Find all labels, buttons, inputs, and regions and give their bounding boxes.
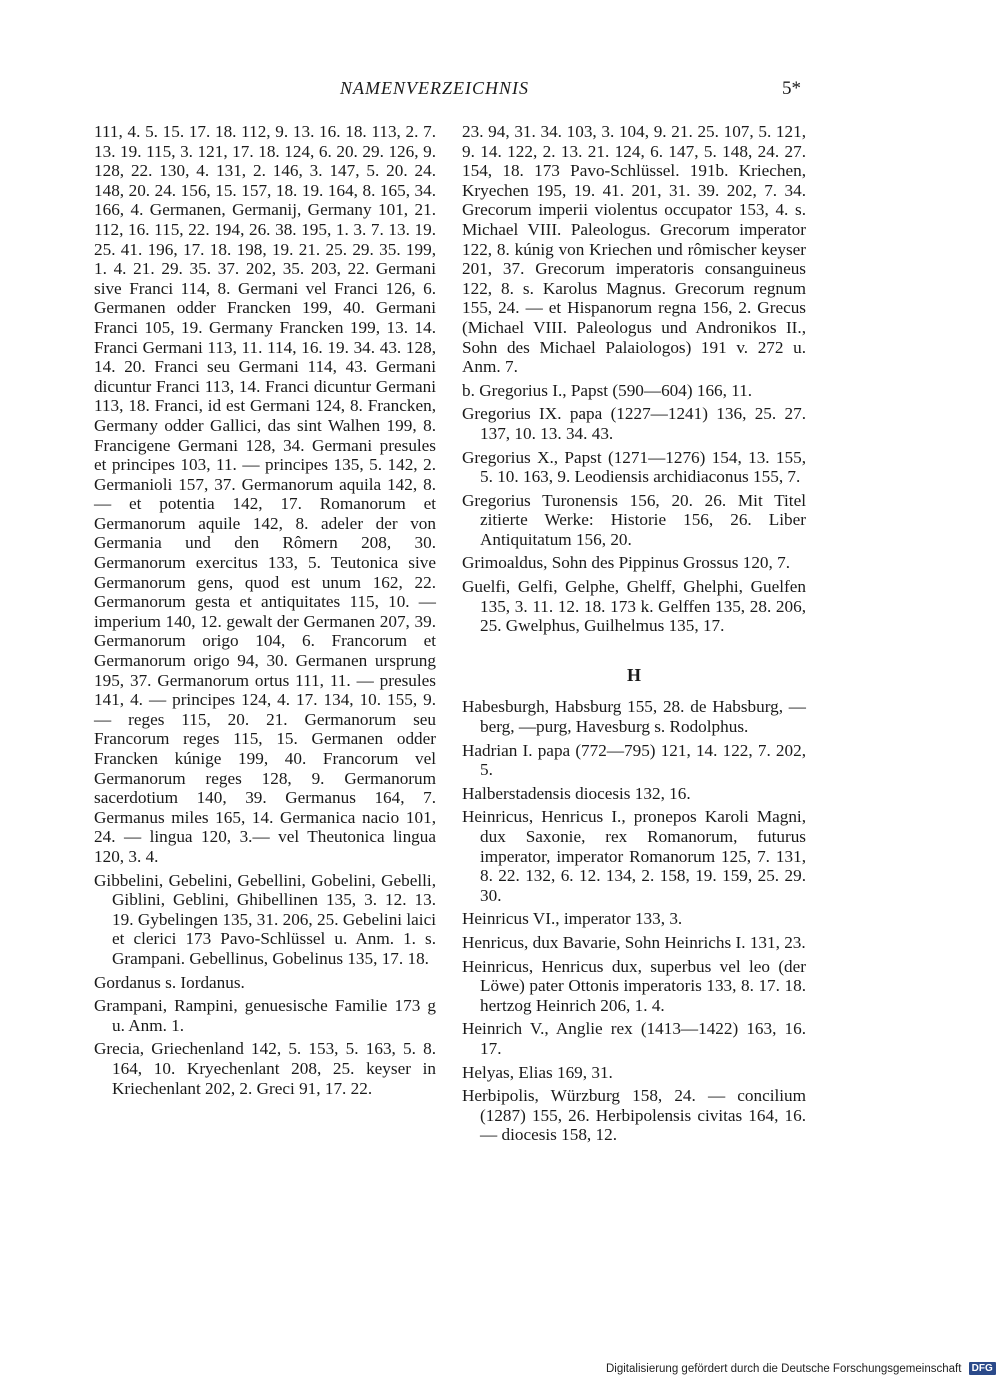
- index-entry: Herbipolis, Würzburg 158, 24. — concilium (1287) 155, 26. Herbipolensis civitas 164, 16. — diocesis 158, 12.: [462, 1086, 806, 1145]
- index-entry: 111, 4. 5. 15. 17. 18. 112, 9. 13. 16. 18. 113, 2. 7. 13. 19. 115, 3. 121, 17. 18. 124, 6. 20. 29. 126, 9. 128, 22. 130, 4. 131, 2. 146, 3. 147, 5. 20. 24. 148, 20. 24. 156, 15. 157, 18. 19. 164, 8. 165, 34. 166, 4. Germanen, Germanij, Germany 101, 21. 112, 16. 115, 22. 194, 26. 38. 195, 1. 3. 7. 13. 19. 25. 41. 196, 17. 18. 198, 19. 21. 25. 29. 35. 199, 1. 4. 21. 29. 35. 37. 202, 35. 203, 22. Germani sive Franci 114, 8. Germani vel Franci 126, 6. Germanen odder Francken 199, 40. Germani Franci 105, 19. Germany Francken 199, 13. 14. Franci Germani 113, 11. 114, 16. 19. 34. 43. 128, 14. 20. Franci seu Germani 114, 43. Germani dicuntur Franci 113, 14. Franci dicuntur Germani 113, 18. Franci, id est Germani 124, 8. Francken, Germany odder Gallici, das sint Walhen 199, 8. Francigene Germani 128, 34. Germani presules et principes 103, 11. — principes 135, 5. 142, 2. Germanioli 157, 37. Germanorum aquila 142, 8. — et potentia 142, 17. Romanorum et Germanorum aquile 142, 8. adeler der von Germania und den Rômern 208, 30. Germanorum exercitus 133, 5. Teutonica sive Germanorum gens, quod est unum 162, 22. Germanorum gesta et antiquitates 115, 10. — imperium 140, 12. gewalt der Germanen 207, 39. Germanorum origo 104, 6. Francorum et Germanorum origo 94, 30. Germanen ursprung 195, 37. Germanorum ortus 111, 11. — presules 141, 4. — principes 124, 4. 17. 134, 10. 155, 9. — reges 115, 20. 21. Germanorum seu Francorum reges 115, 15. Germanen odder Francken kúnige 199, 40. Francorum vel Germanorum reges 128, 9. Germanorum sacerdotium 140, 39. Germanus 164, 7. Germanus miles 165, 14. Germanica nacio 101, 24. — lingua 120, 3.— vel Theutonica lingua 120, 3. 4.: [94, 122, 436, 866]
- right-column: [462, 122, 806, 1149]
- index-entry: b. Gregorius I., Papst (590—604) 166, 11.: [462, 380, 753, 400]
- index-entry: Grampani, Rampini, genuesische Familie 173 g u. Anm. 1.: [94, 996, 436, 1035]
- index-entry: Gordanus s. Iordanus.: [94, 972, 245, 992]
- dfg-logo: DFG: [969, 1362, 996, 1375]
- index-entry: Grecia, Griechenland 142, 5. 153, 5. 163, 5. 8. 164, 10. Kryechenlant 208, 25. keyser in Kriechenlant 202, 2. Greci 91, 17. 22.: [94, 1039, 436, 1098]
- index-entry: Halberstadensis diocesis 132, 16.: [462, 783, 691, 803]
- index-entry: Helyas, Elias 169, 31.: [462, 1062, 613, 1082]
- index-entry: Heinrich V., Anglie rex (1413—1422) 163, 16. 17.: [462, 1019, 806, 1058]
- running-head: [0, 78, 1000, 102]
- left-column: [94, 122, 436, 1102]
- section-letter-heading: H: [626, 664, 641, 685]
- index-entry: 23. 94, 31. 34. 103, 3. 104, 9. 21. 25. 107, 5. 121, 9. 14. 122, 2. 13. 21. 124, 6. 147, 5. 148, 24. 27. 154, 18. 173 Pavo-Schlüssel. 191b. Kriechen, Kryechen 195, 19. 41. 201, 31. 39. 202, 7. 34. Grecorum imperii violentus occupator 153, 4. s. Michael VIII. Paleologus. Grecorum imperator 122, 8. kúnig von Kriechen und rômischer keyser 201, 37. Grecorum imperatoris consanguineus 122, 8. s. Karolus Magnus. Grecorum regnum 155, 24. — et Hispanorum regna 156, 2. Grecus (Michael VIII. Paleologus und Andronikos II., Sohn des Michael Palaiologos) 191 v. 272 u. Anm. 7.: [462, 122, 806, 377]
- funding-footer: [606, 1362, 996, 1376]
- index-entry: Grimoaldus, Sohn des Pippinus Grossus 120, 7.: [462, 553, 791, 573]
- index-entry: Gregorius X., Papst (1271—1276) 154, 13. 155, 5. 10. 163, 9. Leodiensis archidiaconus 155, 7.: [462, 447, 806, 487]
- index-entry: Habesburgh, Habsburg 155, 28. de Habsburg, —berg, —purg, Havesburg s. Rodolphus.: [462, 697, 806, 737]
- index-entry: Gibbelini, Gebelini, Gebellini, Gobelini, Gebelli, Giblini, Geblini, Ghibellinen 135, 3. 12. 13. 19. Gybelingen 135, 31. 206, 25. Gebelini laici et clerici 173 Pavo-Schlüssel u. Anm. 1. s. Grampani. Gebellinus, Gobelinus 135, 17. 18.: [94, 870, 436, 968]
- index-entry: Gregorius IX. papa (1227—1241) 136, 25. 27. 137, 10. 13. 34. 43.: [462, 404, 806, 443]
- index-entry: Hadrian I. papa (772—795) 121, 14. 122, 7. 202, 5.: [462, 740, 806, 780]
- index-entry: Henricus, dux Bavarie, Sohn Heinrichs I. 131, 23.: [462, 932, 806, 952]
- page-number: 5*: [782, 78, 801, 99]
- running-head-title: NAMENVERZEICHNIS: [340, 78, 529, 98]
- index-entry: Gregorius Turonensis 156, 20. 26. Mit Titel zitierte Werke: Historie 156, 26. Liber Antiquitatum 156, 20.: [462, 490, 806, 549]
- index-entry: Heinricus, Henricus I., pronepos Karoli Magni, dux Saxonie, rex Romanorum, futurus imperator, imperator Romanorum 125, 7. 131, 8. 22. 132, 6. 12. 134, 2. 158, 19. 159, 25. 29. 30.: [462, 807, 806, 905]
- index-entry: Guelfi, Gelfi, Gelphe, Ghelff, Ghelphi, Guelfen 135, 3. 11. 12. 18. 173 k. Gelffen 135, 28. 206, 25. Gwelphus, Guilhelmus 135, 17.: [462, 577, 806, 636]
- index-entry: Heinricus VI., imperator 133, 3.: [462, 909, 683, 929]
- funding-note: Digitalisierung gefördert durch die Deutsche Forschungsgemeinschaft: [606, 1363, 962, 1375]
- index-entry: Heinricus, Henricus dux, superbus vel leo (der Löwe) pater Ottonis imperatoris 133, 8. 17. 18. hertzog Heinrich 206, 1. 4.: [462, 956, 806, 1015]
